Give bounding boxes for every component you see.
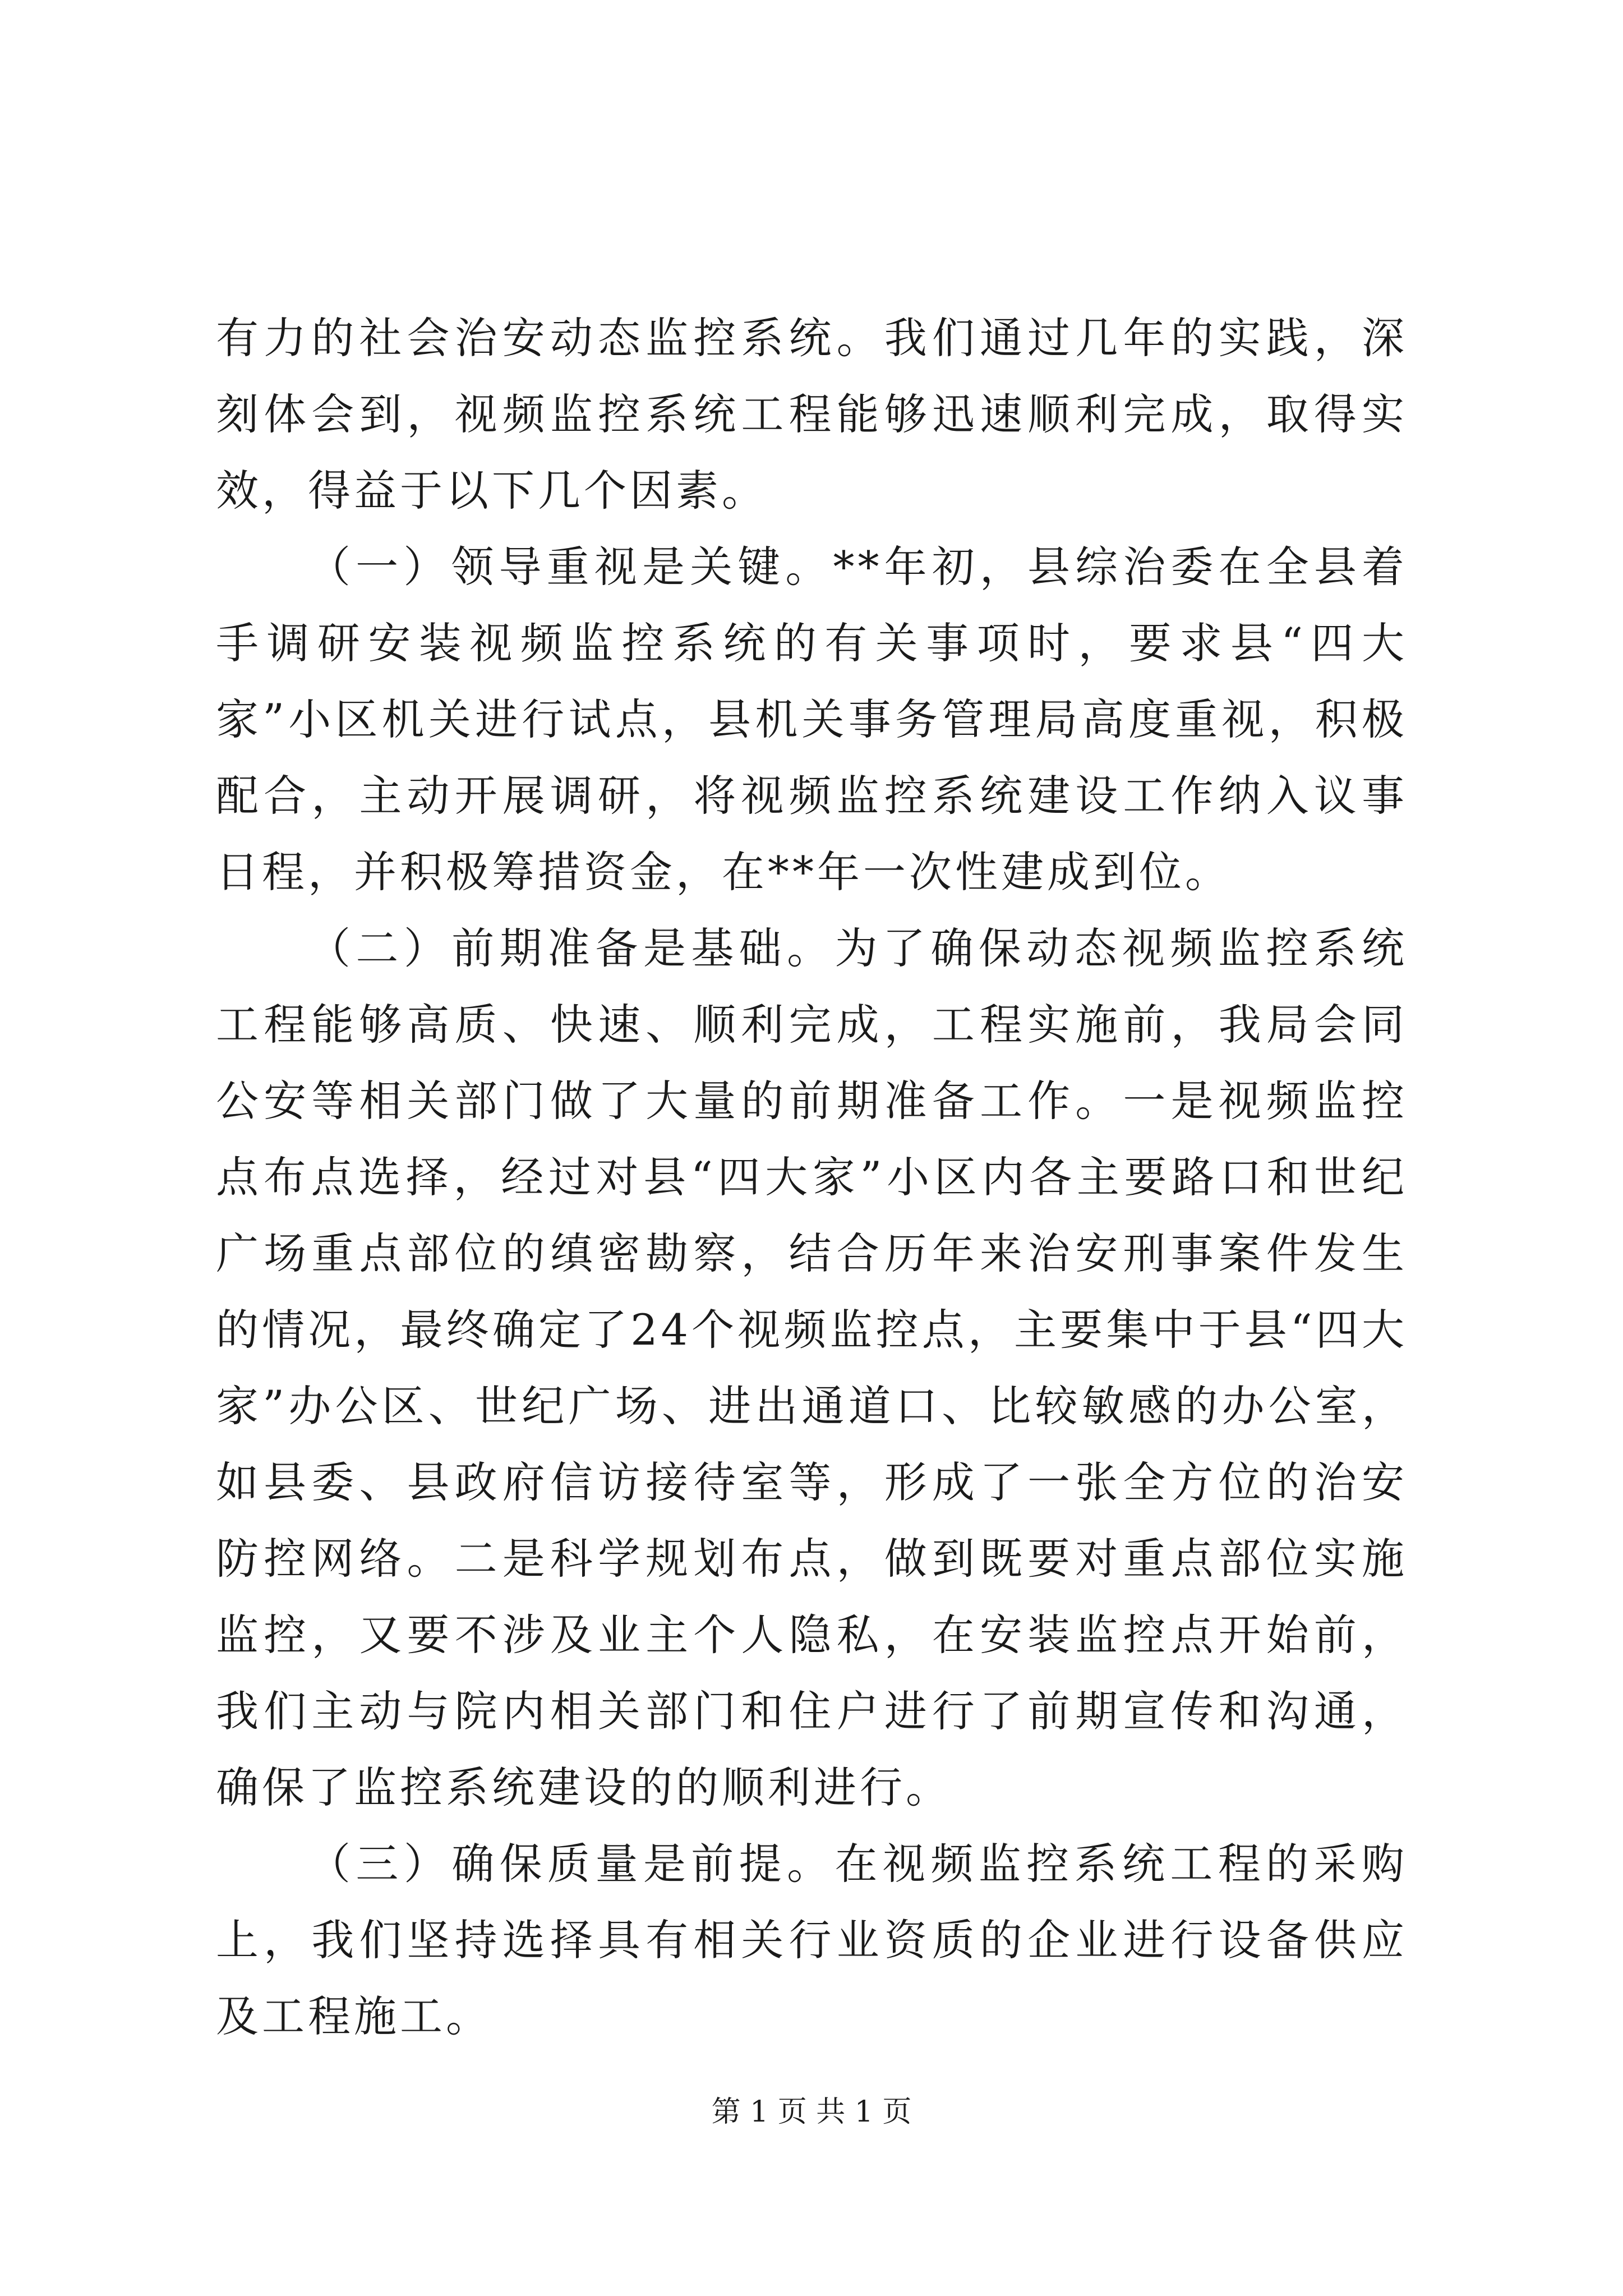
paragraph-preparation: （二）前期准备是基础。为了确保动态视频监控系统工程能够高质、快速、顺利完成，工程实施前，我局会同公安等相关部门做了大量的前期准备工作。一是视频监控点布点选择，经过对县“四大家”小区内各主要路口和世纪广场重点部位的缜密勘察，结合历年来治安刑事案件发生的情况，最终确定了24个视频监控点，主要集中于县“四大家”办公区、世纪广场、进出通道口、比较敏感的办公室，如县委、县政府信访接待室等，形成了一张全方位的治安防控网络。二是科学规划布点，做到既要对重点部位实施监控，又要不涉及业主个人隐私，在安装监控点开始前，我们主动与院内相关部门和住户进行了前期宣传和沟通，确保了监控系统建设的的顺利进行。 xyxy=(216,923,1408,1812)
document-body xyxy=(216,300,1408,2055)
paragraph-intro-continuation: 有力的社会治安动态监控系统。我们通过几年的实践，深刻体会到，视频监控系统工程能够迅速顺利完成，取得实效，得益于以下几个因素。 xyxy=(216,313,1408,516)
page-footer: 第 1 页 共 1 页 xyxy=(711,2095,912,2129)
paragraph-leadership: （一）领导重视是关键。**年初，县综治委在全县着手调研安装视频监控系统的有关事项时，要求县“四大家”小区机关进行试点，县机关事务管理局高度重视，积极配合，主动开展调研，将视频监控系统建设工作纳入议事日程，并积极筹措资金，在**年一次性建成到位。 xyxy=(216,542,1408,897)
paragraph-quality: （三）确保质量是前提。在视频监控系统工程的采购上，我们坚持选择具有相关行业资质的企业进行设备供应及工程施工。 xyxy=(216,1839,1408,2041)
